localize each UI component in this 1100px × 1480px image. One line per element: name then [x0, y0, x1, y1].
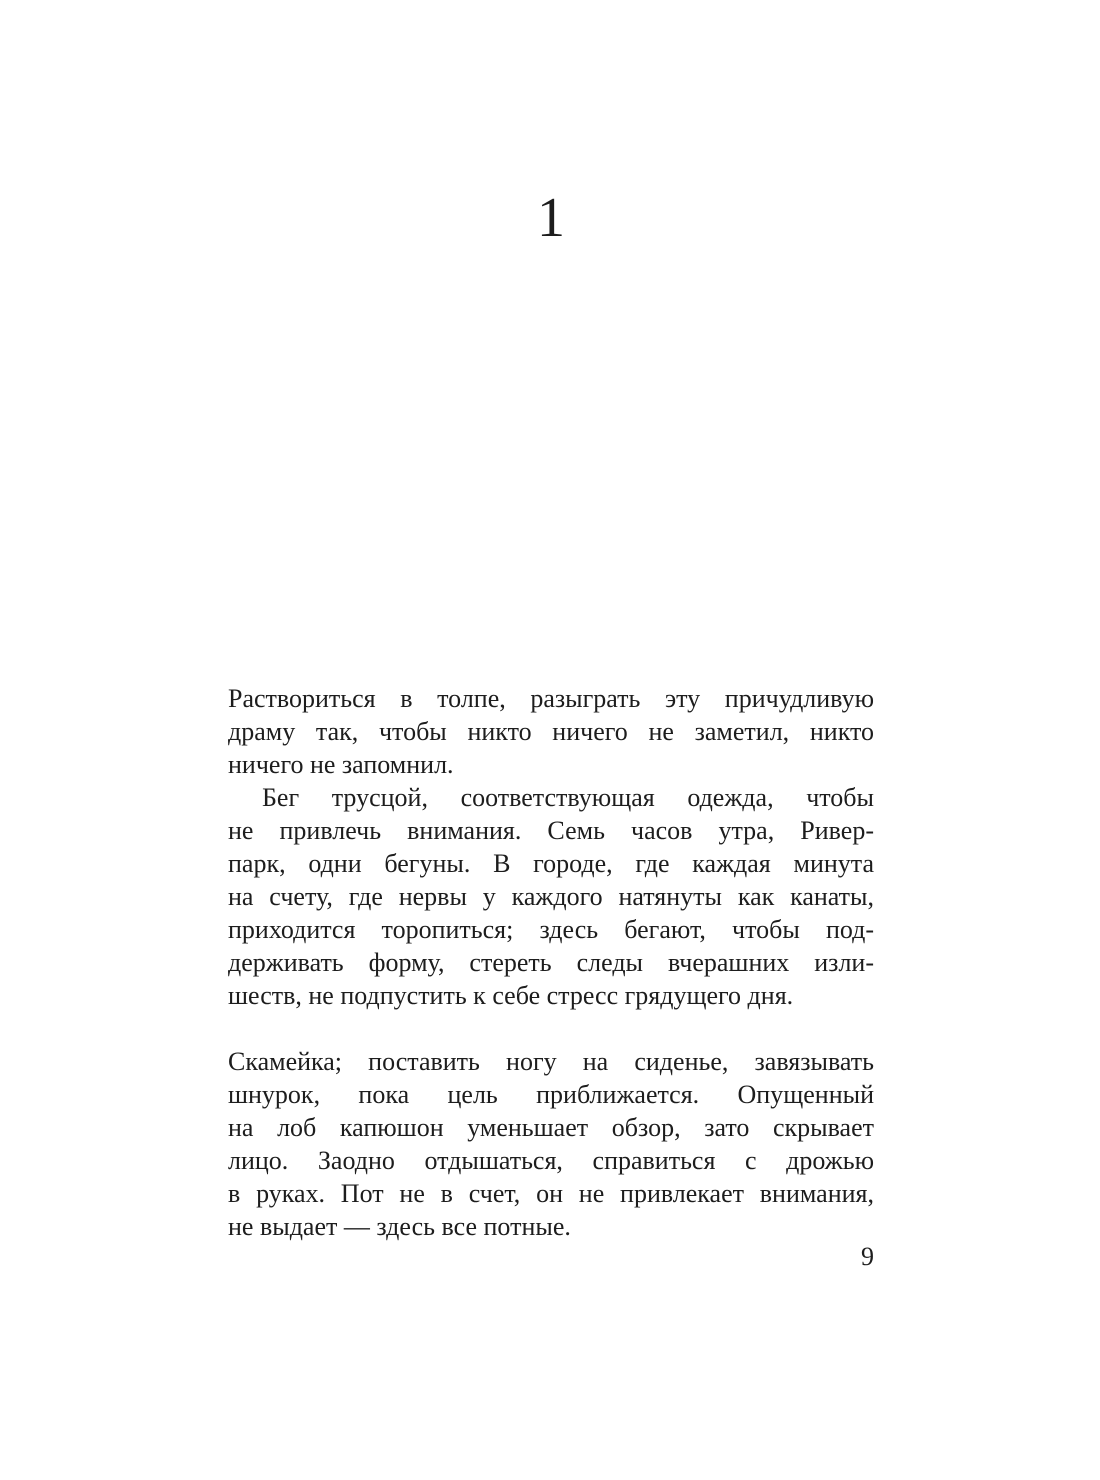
text-line: держивать форму, стереть следы вчерашних изли-: [228, 948, 874, 977]
text-line: не выдает — здесь все потные.: [228, 1212, 571, 1241]
text-block: [228, 682, 874, 1243]
text-line: на счету, где нервы у каждого натянуты как канаты,: [228, 882, 874, 911]
text-line: лицо. Заодно отдышаться, справиться с дрожью: [228, 1146, 874, 1175]
text-line: шнурок, пока цель приближается. Опущенный: [228, 1080, 874, 1109]
text-line: на лоб капюшон уменьшает обзор, зато скрывает: [228, 1113, 874, 1142]
text-line: в руках. Пот не в счет, он не привлекает внимания,: [228, 1179, 874, 1208]
text-line: ничего не запомнил.: [228, 750, 454, 779]
text-line: не привлечь внимания. Семь часов утра, Ривер-: [228, 816, 874, 845]
paragraph: [228, 781, 874, 1012]
text-line: парк, одни бегуны. В городе, где каждая минута: [228, 849, 874, 878]
text-line: драму так, чтобы никто ничего не заметил, никто: [228, 717, 874, 746]
page-number: 9: [861, 1242, 874, 1271]
text-line: шеств, не подпустить к себе стресс грядущего дня.: [228, 981, 794, 1010]
text-line: приходится торопиться; здесь бегают, чтобы под-: [228, 915, 874, 944]
paragraph: [228, 1045, 874, 1243]
paragraph: [228, 682, 874, 781]
text-line: Раствориться в толпе, разыграть эту причудливую: [228, 684, 874, 713]
chapter-number: 1: [537, 187, 565, 249]
text-line: Скамейка; поставить ногу на сиденье, завязывать: [228, 1047, 874, 1076]
text-line: Бег трусцой, соответствующая одежда, чтобы: [262, 783, 874, 812]
